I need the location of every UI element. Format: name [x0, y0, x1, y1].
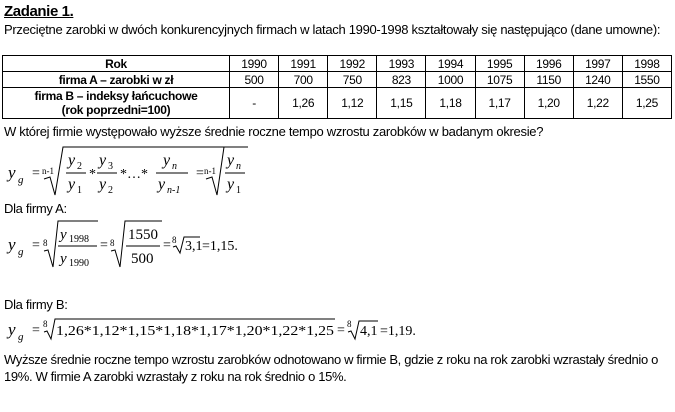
formula-symbol: y [227, 176, 235, 193]
formula-subscript: n [172, 161, 177, 172]
formula-symbol: y [163, 152, 171, 169]
table-cell: 1,15 [377, 88, 426, 119]
table-cell: - [230, 88, 279, 119]
table-cell: 700 [279, 72, 328, 88]
formula-subscript: 2 [77, 161, 82, 172]
year-cell: 1995 [475, 56, 524, 72]
fraction-numerator: 1550 [128, 227, 158, 243]
conclusion-text: Wyższe średnie roczne tempo wzrostu zarobków odnotowano w firmie B, gdzie z roku na rok zarobki wzrastały średnio o 19%. W firmie A zarobki wzrastały z roku na rok średnio o 15%. [4, 352, 658, 384]
formula-subscript: 2 [108, 185, 113, 196]
question-text: W której firmie występowało wyższe średnie roczne tempo wzrostu zarobków w badanym okresie? [4, 124, 544, 139]
table-cell: 1075 [475, 72, 524, 88]
formula-equals: = [196, 166, 204, 181]
header-label: Rok [3, 56, 230, 72]
root-index: 8 [110, 238, 115, 248]
table-cell: 1000 [426, 72, 475, 88]
year-cell: 1996 [524, 56, 573, 72]
row-label-line: firma B – indeksy łańcuchowe [34, 89, 198, 103]
year-cell: 1998 [622, 56, 671, 72]
table-row [3, 72, 672, 88]
table-cell: 1,12 [328, 88, 377, 119]
table-cell: 750 [328, 72, 377, 88]
result-value: =1,15. [202, 239, 238, 254]
general-formula [0, 143, 330, 201]
formula-subscript: 1 [77, 185, 82, 196]
formula-symbol: y [8, 235, 16, 254]
formula-symbol: y [158, 176, 166, 193]
formula-symbol: y [8, 320, 16, 339]
formula-symbol: y [227, 152, 235, 169]
table-row [3, 88, 672, 119]
year-cell: 1992 [328, 56, 377, 72]
root-index: 8 [43, 319, 48, 329]
formula-subscript: g [18, 246, 24, 258]
formula-equals: = [100, 238, 108, 253]
table-cell: 1,20 [524, 88, 573, 119]
formula-subscript: 3 [108, 161, 113, 172]
table-cell: 823 [377, 72, 426, 88]
formula-symbol: y [60, 227, 67, 243]
firm-a-formula [0, 217, 260, 273]
firm-b-label: Dla firmy B: [4, 297, 68, 312]
formula-operator: * [89, 167, 96, 182]
table-cell: 1550 [622, 72, 671, 88]
table-cell: 500 [230, 72, 279, 88]
formula-symbol: y [60, 251, 67, 267]
radicand: 4,1 [360, 324, 378, 339]
formula-subscript: g [18, 331, 24, 343]
table-cell: 1,18 [426, 88, 475, 119]
formula-symbol: y [99, 176, 107, 193]
formula-equals: = [32, 238, 40, 253]
row-label-firm-b [3, 88, 230, 119]
fraction-denominator: 500 [131, 251, 154, 267]
formula-subscript: 1 [236, 185, 241, 196]
firm-b-formula [0, 313, 440, 347]
table-cell: 1,26 [279, 88, 328, 119]
root-index: 8 [43, 238, 48, 248]
root-index: 8 [172, 235, 177, 245]
earnings-table [2, 55, 672, 119]
formula-subscript: g [18, 174, 24, 186]
task-intro: Przeciętne zarobki w dwóch konkurencyjnych firmach w latach 1990-1998 kształtowały się następująco (dane umowne): [4, 22, 661, 37]
formula-subscript: n [236, 161, 241, 172]
formula-subscript: 1990 [69, 258, 89, 269]
table-cell: 1240 [573, 72, 622, 88]
formula-equals: = [32, 323, 40, 338]
result-value: =1,19. [380, 324, 416, 339]
root-index: n-1 [204, 166, 216, 176]
formula-symbol: y [8, 163, 16, 182]
radicand-product: 1,26*1,12*1,15*1,18*1,17*1,20*1,22*1,25 [56, 324, 334, 339]
formula-equals: = [337, 323, 345, 338]
formula-subscript: n-1 [167, 185, 181, 196]
root-index: 8 [347, 319, 352, 329]
row-label-line: (rok poprzedni=100) [61, 103, 171, 117]
root-index: n-1 [42, 166, 54, 176]
year-cell: 1994 [426, 56, 475, 72]
table-cell: 1,22 [573, 88, 622, 119]
formula-symbol: y [68, 176, 76, 193]
firm-a-label: Dla firmy A: [4, 201, 67, 216]
year-cell: 1990 [230, 56, 279, 72]
year-cell: 1997 [573, 56, 622, 72]
table-header-row [3, 56, 672, 72]
table-cell: 1150 [524, 72, 573, 88]
radicand: 3,1 [185, 239, 203, 254]
task-title: Zadanie 1. [4, 3, 74, 20]
formula-equals: = [163, 238, 171, 253]
year-cell: 1993 [377, 56, 426, 72]
formula-operator: *…* [120, 167, 148, 182]
row-label-firm-a: firma A – zarobki w zł [3, 72, 230, 88]
year-cell: 1991 [279, 56, 328, 72]
formula-symbol: y [99, 152, 107, 169]
formula-subscript: 1998 [69, 234, 89, 245]
table-cell: 1,25 [622, 88, 671, 119]
formula-symbol: y [68, 152, 76, 169]
formula-equals: = [32, 166, 40, 181]
table-cell: 1,17 [475, 88, 524, 119]
